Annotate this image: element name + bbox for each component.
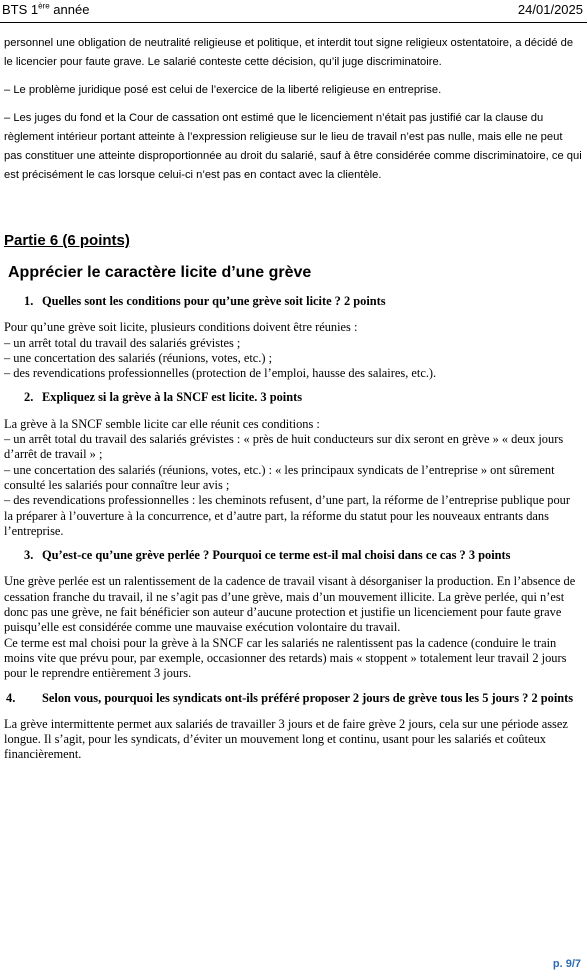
- questions-section: [4, 294, 582, 763]
- class-label: BTS 1ère année: [2, 1, 90, 17]
- intro-paragraph-1: personnel une obligation de neutralité religieuse et politique, et interdit tout signe religieux ostentatoire, a décidé de le licencier pour faute grave. Le salarié conteste cette décision, qu’il juge discriminatoire.: [4, 37, 574, 68]
- question-4: 4. Selon vous, pourquoi les syndicats ont-ils préféré proposer 2 jours de grève tous les 5 jours ? 2 points: [6, 690, 574, 705]
- answer-line: – une concertation des salariés (réunions, votes, etc.) ;: [4, 350, 273, 365]
- question-3: 3. Qu’est-ce qu’une grève perlée ? Pourquoi ce terme est-il mal choisi dans ce cas ? 3 points: [24, 548, 511, 563]
- answer-line: La grève intermittente permet aux salariés de travailler 3 jours et de faire grève 2 jours, cela sur une période assez longue. Il s’agit, pour les syndicats, d’éviter un mouvement long et continu, usant pour les salariés et coûteux financièrement.: [4, 716, 568, 762]
- answer-4: [4, 717, 582, 763]
- answer-3: [4, 574, 582, 681]
- intro-paragraph-2: – Le problème juridique posé est celui de l’exercice de la liberté religieuse en entreprise.: [4, 84, 442, 96]
- answer-line: La grève à la SNCF semble licite car elle réunit ces conditions :: [4, 416, 320, 431]
- page-number: p. 9/7: [552, 958, 581, 970]
- answer-line: – un arrêt total du travail des salariés grévistes : « près de huit conducteurs sur dix seront en grève » « deux jours d’arrêt de travail » ;: [4, 432, 564, 462]
- header-date: 24/01/2025: [517, 2, 583, 17]
- main-content: [4, 34, 582, 763]
- answer-line: Ce terme est mal choisi pour la grève à la SNCF car les salariés ne ralentissent pas la cadence (conduire le train moins vite que prévu pour, par exemple, occasionner des retards) mais « stoppent » totalement leur travail 2 jours pour le reprendre entièrement 3 jours.: [4, 635, 567, 681]
- answer-line: – des revendications professionnelles (protection de l’emploi, hausse des salaires, etc.).: [4, 366, 437, 381]
- intro-section: [4, 34, 582, 185]
- intro-paragraph-3: – Les juges du fond et la Cour de cassation ont estimé que le licenciement n’était pas justifié car la clause du règlement intérieur portant atteinte à l’expression religieuse sur le lieu de travail n’est pas nulle, mais elle ne peut pas constituer une atteinte disproportionnée au droit du salarié, sauf à être considérée comme discriminatoire, ce qui est précisément le cas lorsque celui-ci n’est pas en contact avec la clientèle.: [4, 112, 582, 181]
- question-2: 2. Expliquez si la grève à la SNCF est licite. 3 points: [24, 390, 303, 405]
- header-divider: [0, 22, 587, 23]
- answer-line: Une grève perlée est un ralentissement de la cadence de travail visant à désorganiser la production. En l’absence de cessation franche du travail, il ne s’agit pas d’une grève, mais d’un mouvement illicite. La grève perlée, qui n’est donc pas une grève, ne fait bénéficier son auteur d’aucune protection et justifie un licenciement pour faute grave puisqu’elle est considérée comme une mauvaise exécution volontaire du travail.: [4, 574, 576, 635]
- answer-2: [4, 417, 582, 539]
- page-header: [0, 0, 587, 22]
- answer-line: – une concertation des salariés (réunions, votes, etc.) : « les principaux syndicats de l’entreprise » ont sûrement consulté les salariés pour connaître leur avis ;: [4, 462, 555, 492]
- part-title: Partie 6 (6 points): [4, 232, 130, 249]
- answer-line: – des revendications professionnelles : les cheminots refusent, d’une part, la réforme de l’entreprise publique pour la préparer à l’ouverture à la concurrence, et d’autre part, la réforme du statut pour les nouveaux entrants dans l’entreprise.: [4, 493, 571, 538]
- answer-1: [4, 320, 582, 381]
- answer-line: – un arrêt total du travail des salariés grévistes ;: [4, 335, 241, 350]
- answer-line: Pour qu’une grève soit licite, plusieurs conditions doivent être réunies :: [4, 320, 358, 335]
- question-1: 1. Quelles sont les conditions pour qu’une grève soit licite ? 2 points: [24, 294, 386, 308]
- section-subtitle: Apprécier le caractère licite d’une grève: [8, 264, 312, 281]
